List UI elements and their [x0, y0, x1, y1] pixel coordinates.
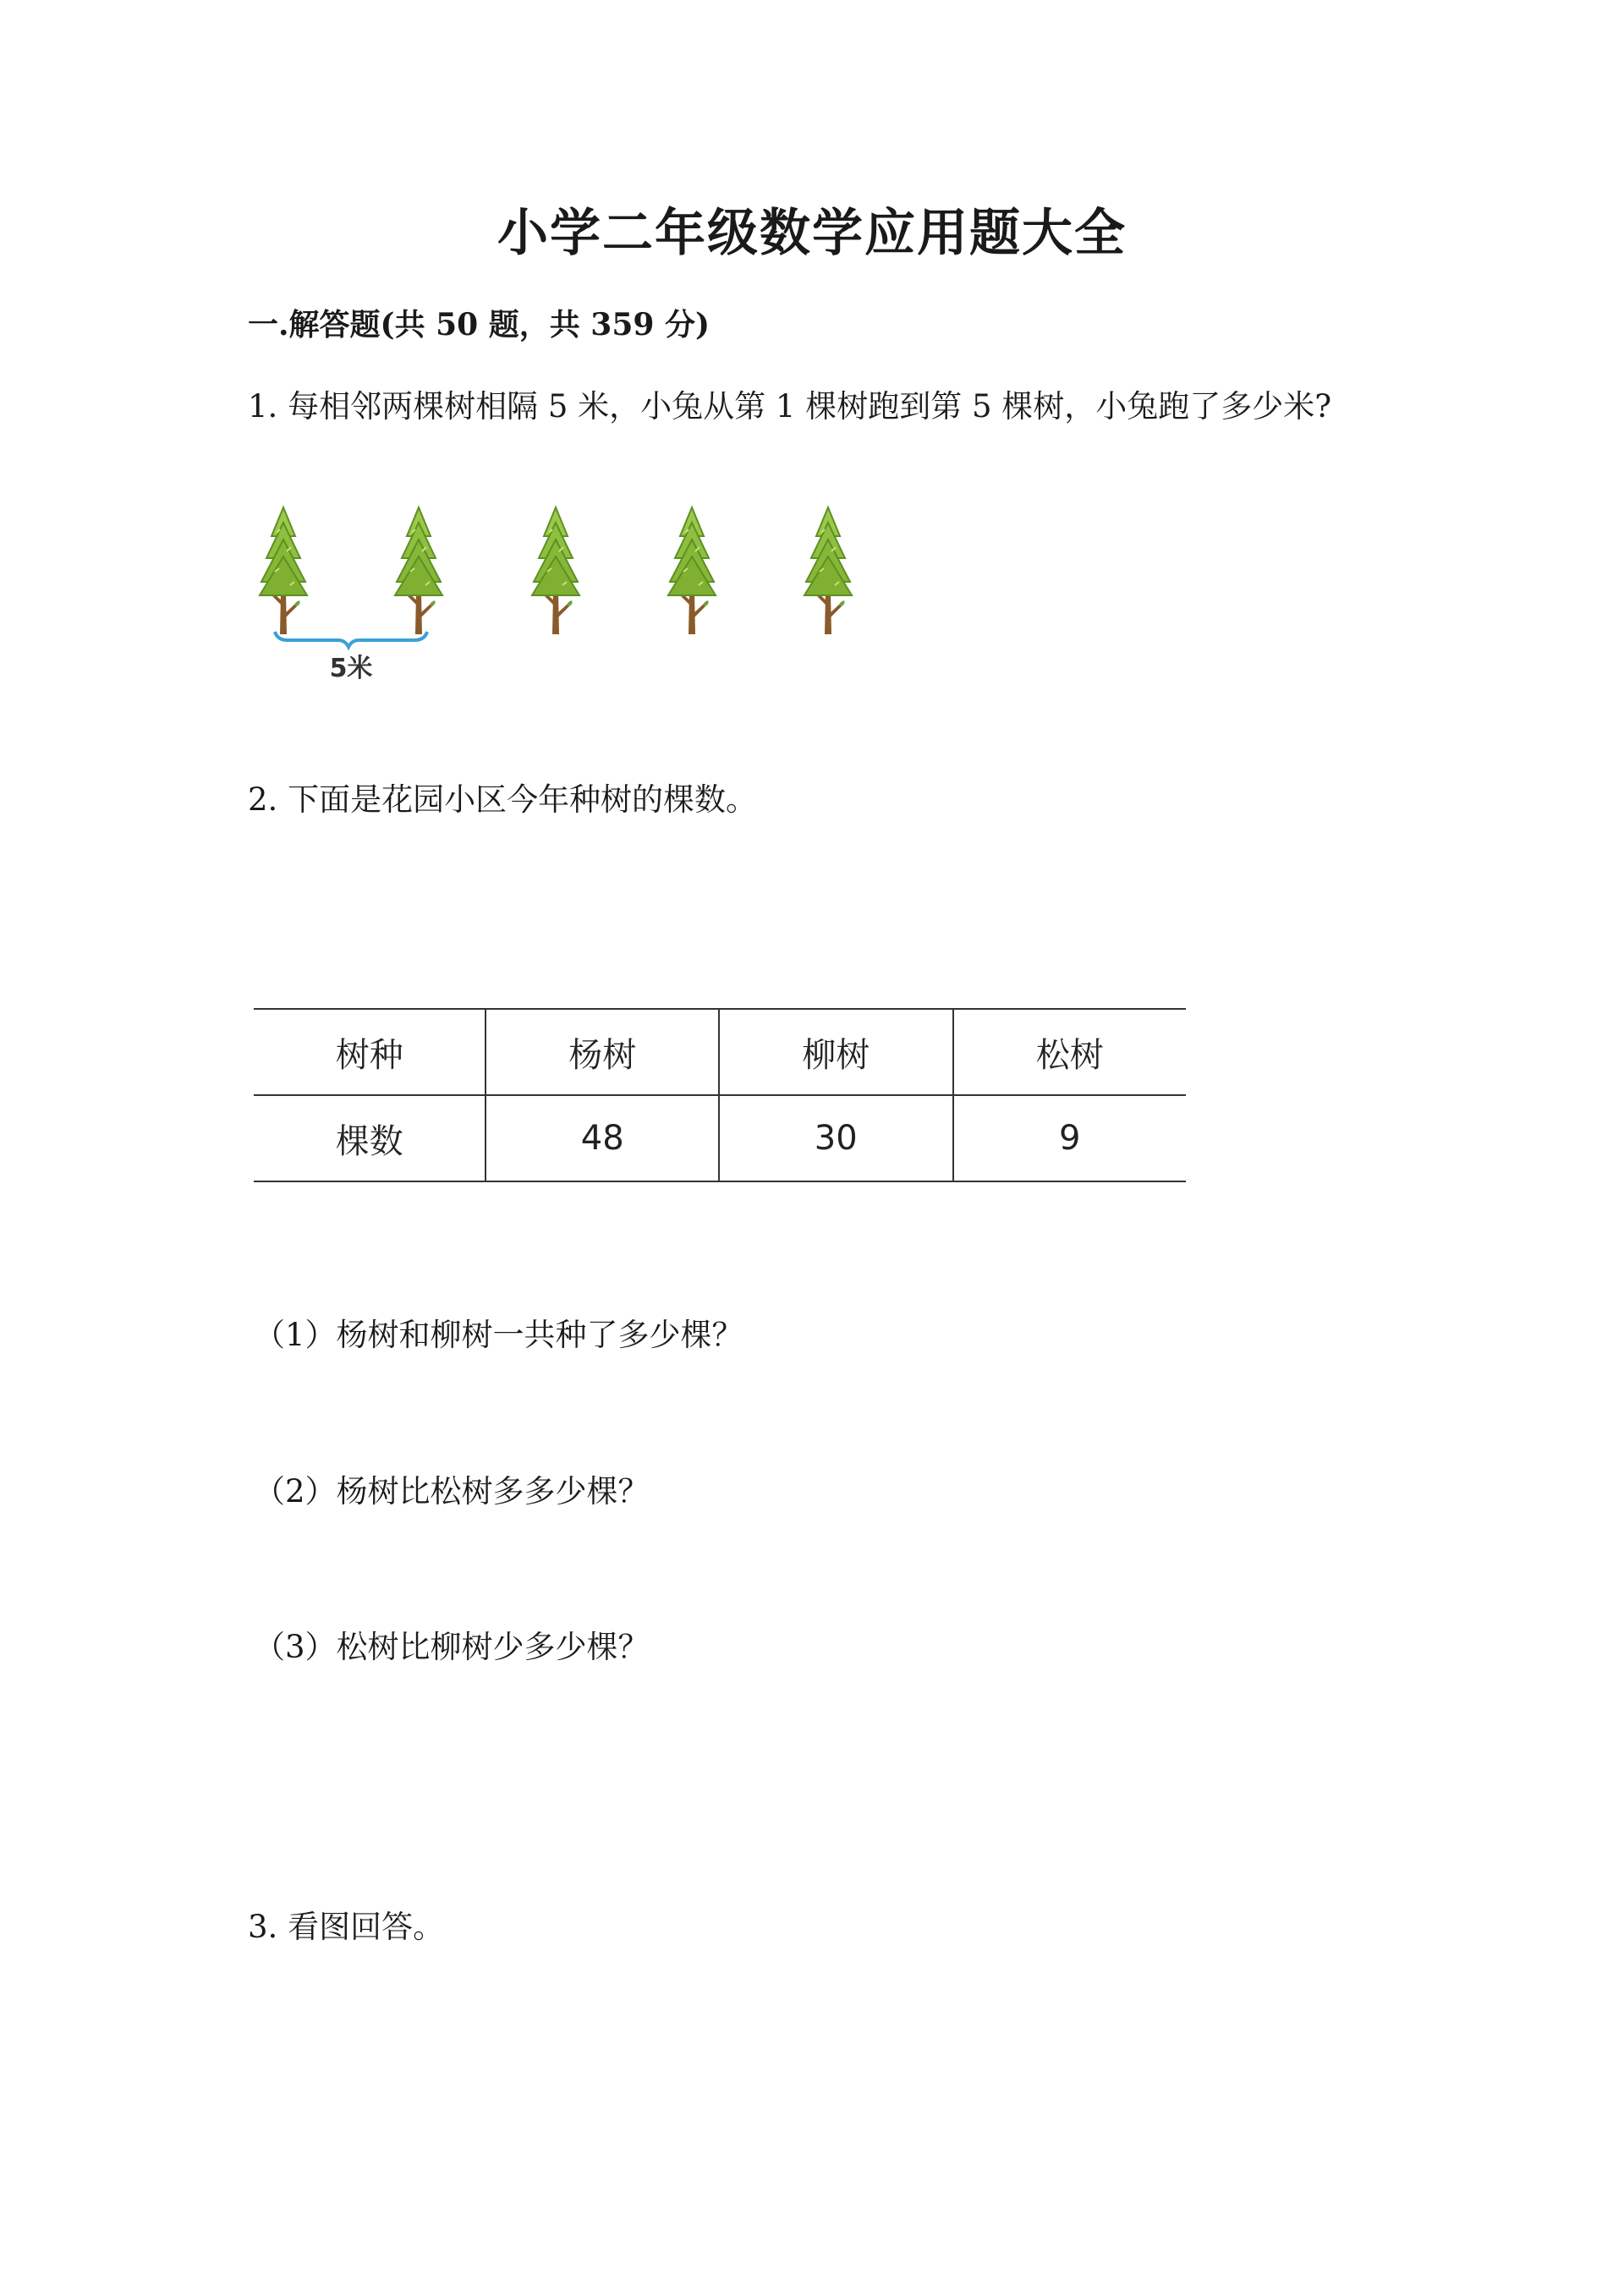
question-2-sub-3: （3）松树比柳树少多少棵？ [254, 1629, 650, 1665]
tree-4 [668, 507, 716, 634]
question-1: 1. 每相邻两棵树相隔 5 米，小兔从第 1 棵树跑到第 5 棵树，小兔跑了多少米? [248, 388, 1332, 425]
table-cell: 48 [486, 1095, 719, 1181]
tree-5 [804, 507, 852, 634]
table-row [254, 1095, 1186, 1181]
question-3: 3. 看图回答。 [248, 1909, 445, 1945]
distance-brace [275, 632, 427, 647]
tree-3 [532, 507, 579, 634]
table-cell: 30 [719, 1095, 953, 1181]
section-heading: 一.解答题(共 50 题，共 359 分) [248, 307, 710, 342]
table-cell: 柳树 [719, 1009, 953, 1095]
distance-label: 5米 [329, 654, 373, 683]
table-cell: 9 [953, 1095, 1186, 1181]
table-cell: 棵数 [254, 1095, 486, 1181]
table-cell: 杨树 [486, 1009, 719, 1095]
trees-figure [245, 495, 905, 698]
tree-count-table [254, 1008, 1186, 1182]
page-title: 小学二年级数学应用题大全 [497, 204, 1127, 263]
question-2-sub-2: （2）杨树比松树多多少棵？ [254, 1473, 650, 1510]
table-cell: 树种 [254, 1009, 486, 1095]
table-cell: 松树 [953, 1009, 1186, 1095]
tree-2 [395, 507, 442, 634]
question-2: 2. 下面是花园小区今年种树的棵数。 [248, 781, 758, 818]
tree-1 [260, 507, 307, 634]
table-header-row [254, 1009, 1186, 1095]
question-2-sub-1: （1）杨树和柳树一共种了多少棵？ [254, 1317, 743, 1353]
